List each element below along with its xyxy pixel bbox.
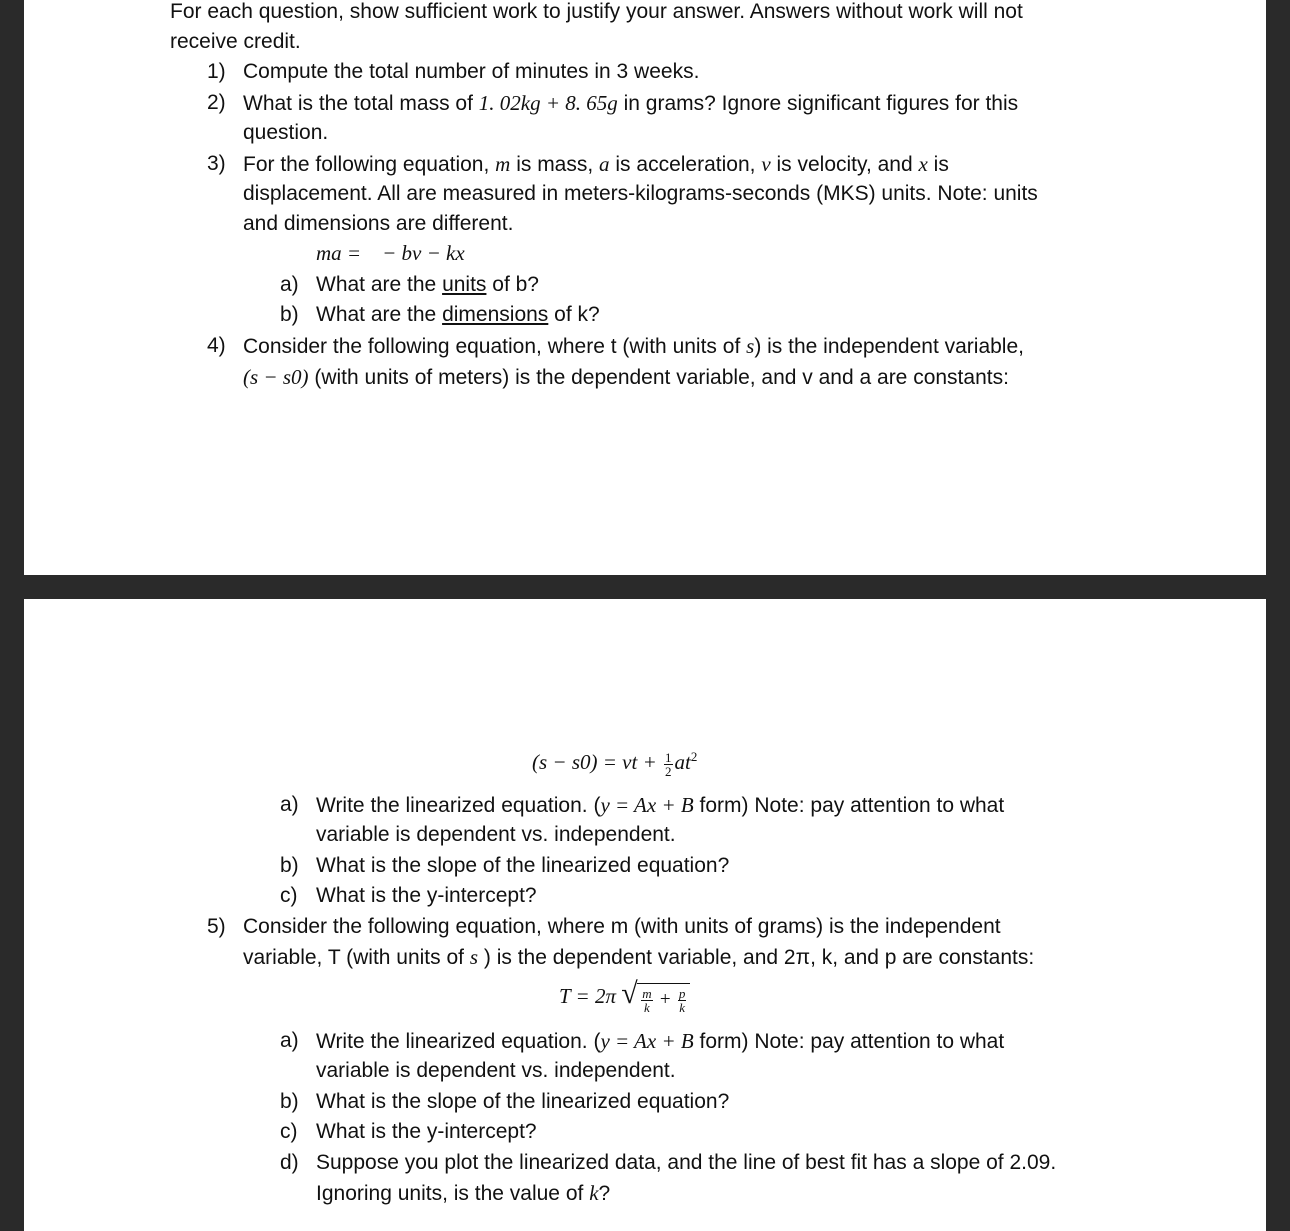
q5-number: 5) [207, 915, 226, 938]
sqrt-icon: √ $\frac{m}{k}$ + $\frac{p}{k}$ [621, 983, 690, 1014]
q3-number: 3) [207, 152, 226, 175]
document-page-2 [24, 599, 1266, 1231]
q5c-text: What is the y-intercept? [316, 1120, 537, 1143]
q4b-text: What is the slope of the linearized equation? [316, 854, 730, 877]
q3-line-2: displacement. All are measured in meters-kilograms-seconds (MKS) units. Note: units [243, 182, 1038, 205]
q5a-line-1: Write the linearized equation. (y = Ax + B form) Note: pay attention to what [316, 1029, 1005, 1053]
q4a-label: a) [280, 793, 299, 816]
intro-line-2: receive credit. [170, 30, 301, 53]
q2-line-1: What is the total mass of 1. 02kg + 8. 65g in grams? Ignore significant figures for this [243, 91, 1019, 115]
q3b-label: b) [280, 303, 299, 326]
q2-number: 2) [207, 91, 226, 114]
q4-equation: (s − s0) = vt + $\frac{1}{2}$ $at^2$ [532, 749, 698, 779]
q3-line-3: and dimensions are different. [243, 212, 514, 235]
q4b-label: b) [280, 854, 299, 877]
q5d-label: d) [280, 1151, 299, 1174]
q4-number: 4) [207, 334, 226, 357]
q5d-line-2: Ignoring units, is the value of k? [316, 1181, 611, 1205]
q5b-label: b) [280, 1090, 299, 1113]
q4-line-2: (s − s0) (with units of meters) is the dependent variable, and v and a are constants: [243, 365, 1009, 389]
q5b-text: What is the slope of the linearized equation? [316, 1090, 730, 1113]
q2-line-2: question. [243, 121, 329, 144]
q3a-label: a) [280, 273, 299, 296]
q5-equation: T = 2π √ $\frac{m}{k}$ + $\frac{p}{k}$ [559, 983, 690, 1014]
q4-line-1: Consider the following equation, where t (with units of s) is the independent variable, [243, 334, 1024, 358]
q1-text: Compute the total number of minutes in 3 weeks. [243, 60, 700, 83]
document-page-1 [24, 0, 1266, 575]
q4a-line-1: Write the linearized equation. (y = Ax + B form) Note: pay attention to what [316, 793, 1005, 817]
q5a-line-2: variable is dependent vs. independent. [316, 1059, 676, 1082]
q5c-label: c) [280, 1120, 298, 1143]
q5-line-1: Consider the following equation, where m (with units of grams) is the independent [243, 915, 1001, 938]
q3a-text: What are the units of b? [316, 273, 539, 296]
intro-line-1: For each question, show sufficient work to justify your answer. Answers without work will not [170, 0, 1023, 23]
q5a-label: a) [280, 1029, 299, 1052]
q4a-line-2: variable is dependent vs. independent. [316, 823, 676, 846]
q3b-text: What are the dimensions of k? [316, 303, 600, 326]
q3-equation: ma = − bv − kx [316, 241, 465, 265]
q5d-line-1: Suppose you plot the linearized data, and the line of best fit has a slope of 2.09. [316, 1151, 1057, 1174]
q5-line-2: variable, T (with units of s ) is the dependent variable, and 2π, k, and p are constants: [243, 945, 1035, 969]
q1-number: 1) [207, 60, 226, 83]
q4-fraction: $\frac{1}{2}$ [665, 749, 672, 779]
q2-math: 1. 02kg + 8. 65g [478, 91, 618, 115]
q3-line-1: For the following equation, m is mass, a is acceleration, v is velocity, and x is [243, 152, 949, 176]
q4c-label: c) [280, 884, 298, 907]
q4c-text: What is the y-intercept? [316, 884, 537, 907]
